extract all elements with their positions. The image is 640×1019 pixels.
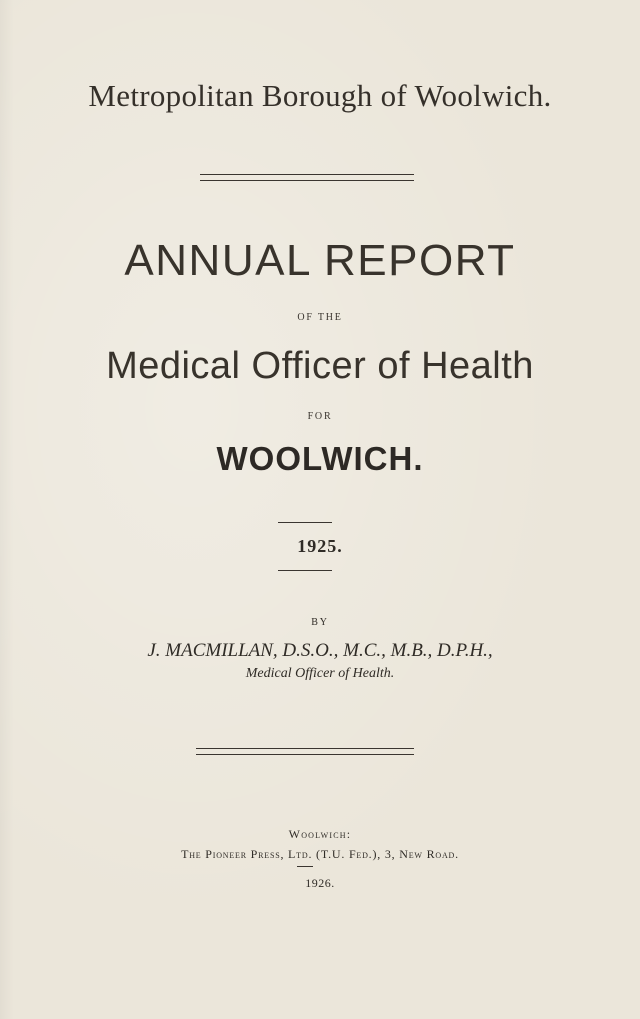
for-label: FOR — [307, 411, 333, 422]
imprint-year: 1926. — [305, 876, 335, 890]
officer-title: Medical Officer of Health — [106, 345, 534, 387]
imprint-place: Woolwich: — [288, 827, 352, 841]
imprint-press: The Pioneer Press, Ltd. (T.U. Fed.), 3, New Road. — [181, 847, 459, 861]
report-year: 1925. — [297, 536, 343, 556]
rule-above-year — [278, 522, 332, 523]
double-rule-top — [200, 174, 414, 181]
by-label: BY — [311, 617, 329, 628]
author-role: Medical Officer of Health. — [245, 666, 395, 681]
author-name: J. MACMILLAN, D.S.O., M.C., M.B., D.P.H., — [147, 640, 493, 661]
rule-below-year — [278, 570, 332, 571]
double-rule-bottom — [196, 748, 414, 755]
of-the-label: OF THE — [297, 312, 343, 323]
rule-imprint — [297, 866, 313, 867]
place-title: WOOLWICH. — [216, 440, 424, 477]
report-title: ANNUAL REPORT — [124, 236, 516, 285]
borough-heading: Metropolitan Borough of Woolwich. — [88, 78, 552, 113]
